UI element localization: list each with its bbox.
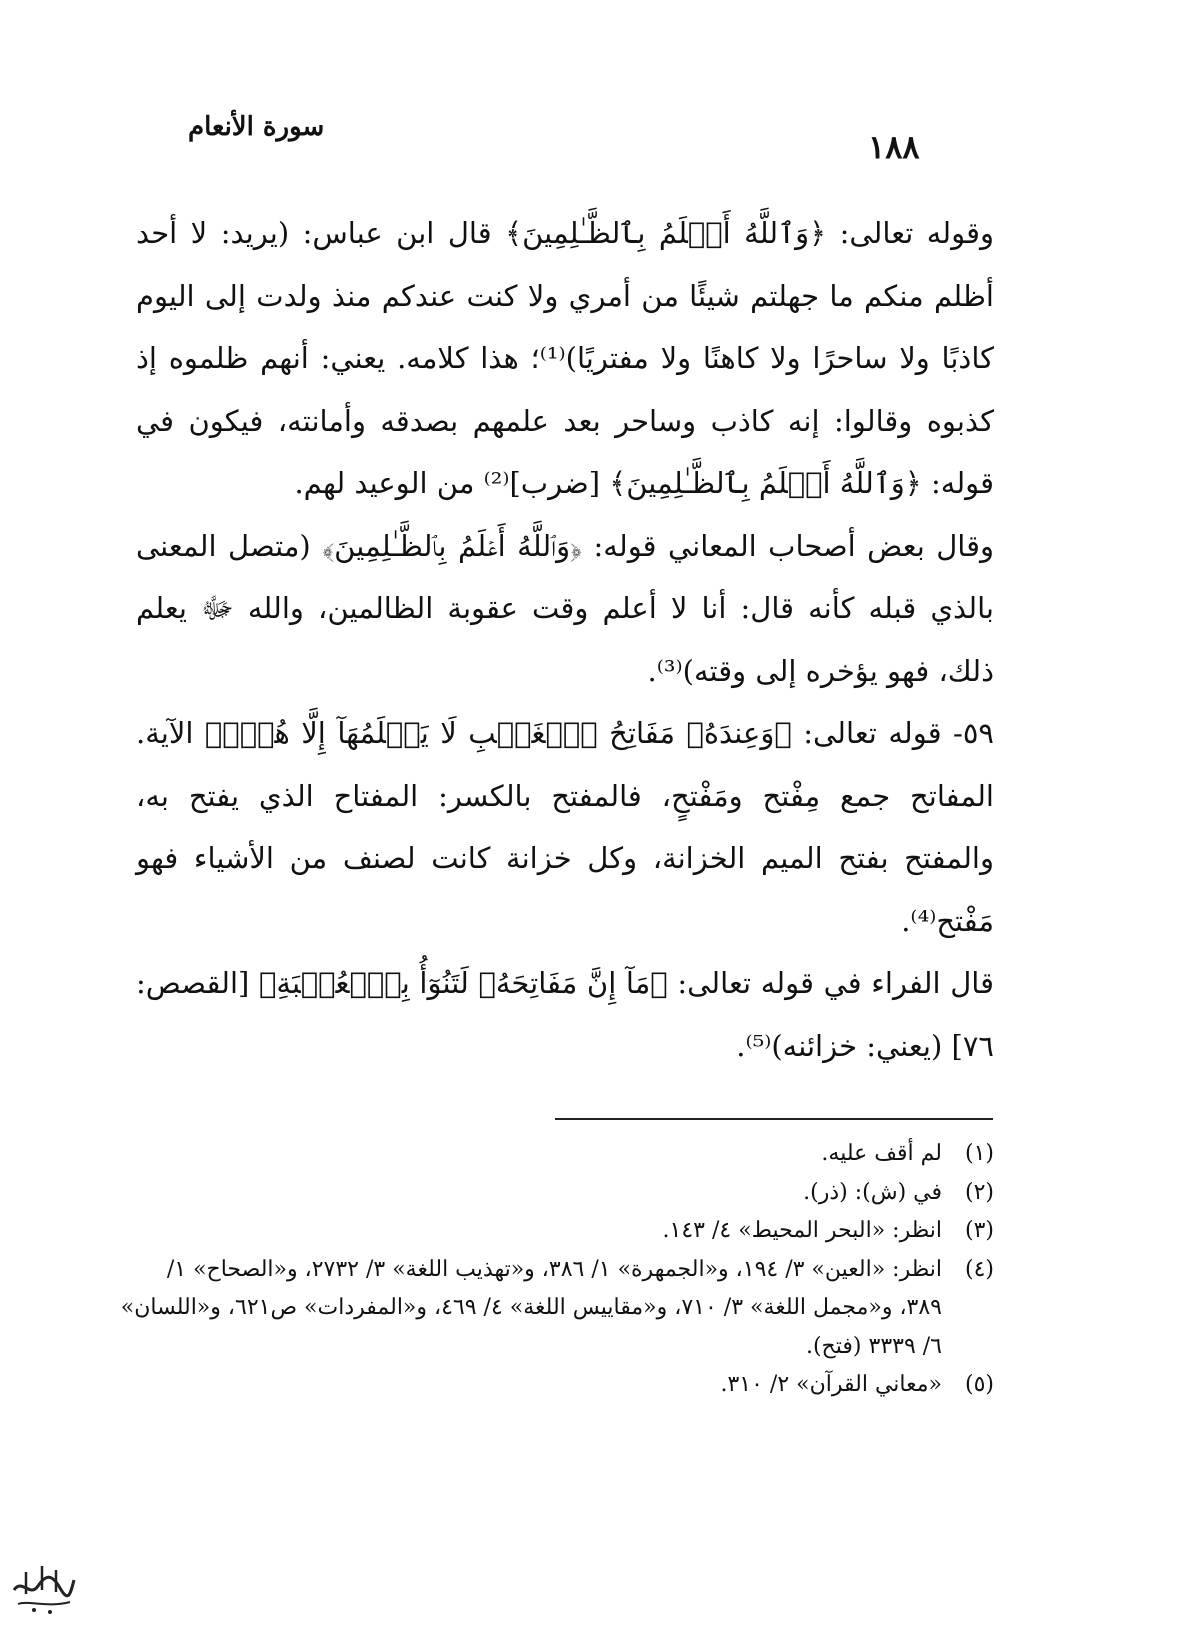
paragraph-2: وقال بعض أصحاب المعاني قوله: ﴿وَٱللَّهُ أَعۡلَمُ بِٱلظَّـٰلِمِينَ﴾ (متصل المعنى بالذي قبله كأنه قال: أنا لا أعلم وقت عقوبة الظالمين، والله ﷻ يعلم ذلك، فهو يؤخره إلى وقته)⁽³⁾.	[136, 528, 995, 688]
footnote-divider	[555, 1118, 993, 1120]
footnote-text: في (ش): (ذر).	[803, 1179, 942, 1205]
footnote-number: (٣)	[964, 1218, 994, 1243]
paragraph-4: قال الفراء في قوله تعالى: ﴿مَآ إِنَّ مَفَاتِحَهُۥ لَتَنُوٓأُ بِٱلۡعُصۡبَةِ﴾ [القصص: ٧٦] (يعني: خزائنه)⁽⁵⁾.	[136, 966, 994, 1063]
main-text	[136, 202, 994, 1077]
footnote	[120, 1135, 994, 1174]
footnote	[120, 1174, 994, 1213]
footnote	[120, 1366, 994, 1405]
footnotes	[120, 1135, 994, 1405]
footnote-number: (٤)	[964, 1256, 994, 1282]
paragraph-1: وقوله تعالى: ﴿وَٱللَّهُ أَعۡلَمُ بِٱلظَّـٰلِمِينَ﴾ قال ابن عباس: (يريد: لا أحد أظلم منكم ما جهلتم شيئًا من أمري ولا كنت عندكم منذ ولدت إلى اليوم كاذبًا ولا ساحرًا ولا كاهنًا ولا مفتريًا)⁽¹⁾؛ هذا كلامه. يعني: أنهم ظلموه إذ كذبوه وقالوا: إنه كاذب وساحر بعد علمهم بصدقه وأمانته، فيكون في قوله: ﴿وَٱللَّهُ أَعۡلَمُ بِٱلظَّـٰلِمِينَ﴾ [ضرب]⁽²⁾ من الوعيد لهم.	[136, 216, 994, 500]
calligraphy-logo-icon	[8, 1550, 78, 1620]
footnote-text: لم أقف عليه.	[821, 1141, 942, 1166]
footnote	[120, 1251, 994, 1367]
surah-title: سورة الأنعام	[188, 112, 325, 142]
footnote-text: انظر: «البحر المحيط» ٤/ ١٤٣.	[662, 1218, 942, 1243]
footnote-number: (١)	[964, 1141, 994, 1166]
footnote	[120, 1212, 994, 1251]
footnote-number: (٢)	[964, 1179, 994, 1205]
footnote-text: انظر: «العين» ٣/ ١٩٤، و«الجمهرة» ١/ ٣٨٦، و«تهذيب اللغة» ٣/ ٢٧٣٢، و«الصحاح» ١/ ٣٨٩، و«مجمل اللغة» ٣/ ٧١٠، و«مقاييس اللغة» ٤/ ٤٦٩، و«المفردات» ص٦٢١، و«اللسان» ٦/ ٣٣٣٩ (فتح).	[120, 1256, 942, 1359]
footnote-text: «معاني القرآن» ٢/ ٣١٠.	[720, 1372, 942, 1397]
page-number: ١٨٨	[868, 128, 920, 166]
footnote-number: (٥)	[964, 1372, 994, 1397]
paragraph-3: ٥٩- قوله تعالى: ﴿وَعِندَهُۥ مَفَاتِحُ ٱلۡغَيۡبِ لَا يَعۡلَمُهَآ إِلَّا هُوَۚ﴾ الآية. المفاتح جمع مِفْتح ومَفْتحٍ، فالمفتح بالكسر: المفتاح الذي يفتح به، والمفتح بفتح الميم الخزانة، وكل خزانة كانت لصنف من الأشياء فهو مَفْتح⁽⁴⁾.	[136, 716, 994, 938]
